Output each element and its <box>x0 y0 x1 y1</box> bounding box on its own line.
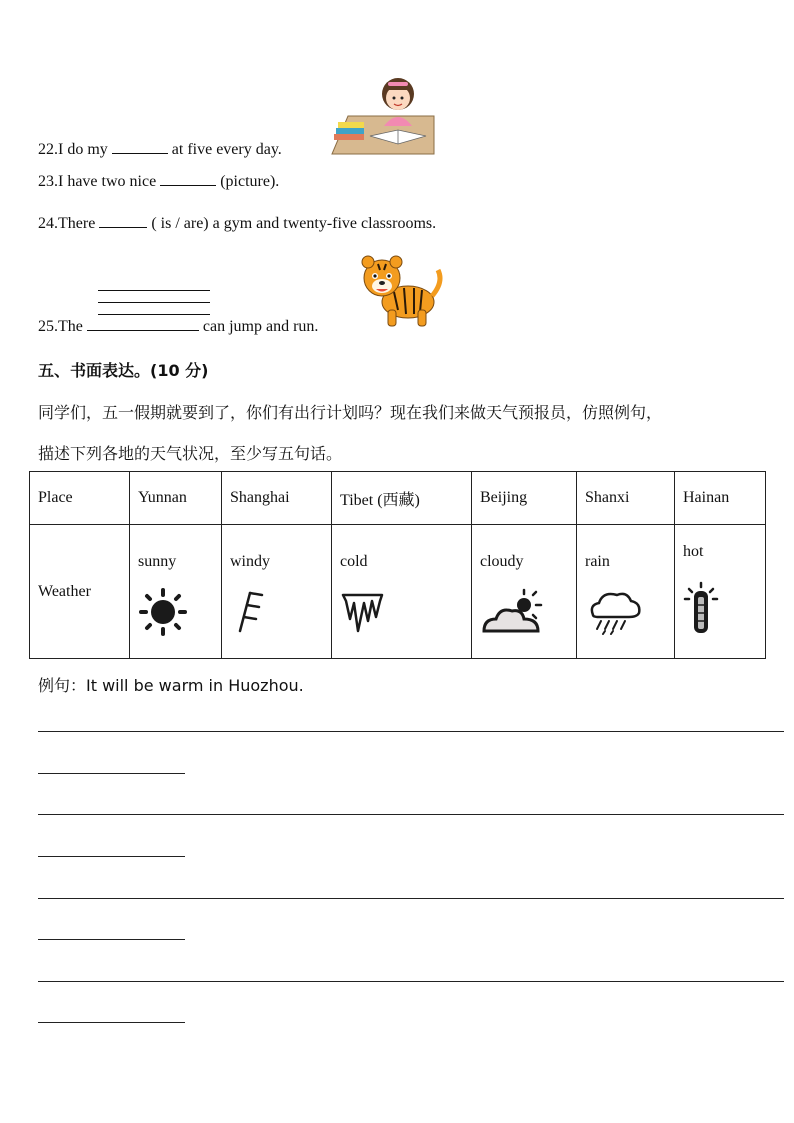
question-23 <box>38 171 279 191</box>
example-text: 例句：It will be warm in Huozhou. <box>38 676 304 695</box>
wind-icon <box>230 589 270 635</box>
question-text: (picture). <box>220 173 280 190</box>
answer-blank[interactable] <box>98 290 210 291</box>
rain-cloud-icon <box>585 587 645 635</box>
row-label: Weather <box>30 525 130 659</box>
writing-line-long[interactable] <box>38 731 784 732</box>
question-number: 23. <box>38 173 58 190</box>
question-text: can jump and run. <box>202 318 319 335</box>
question-text: at five every day. <box>171 141 282 158</box>
writing-line-short[interactable] <box>38 939 185 940</box>
place-row <box>30 472 766 525</box>
girl-doing-homework-illustration <box>328 76 438 156</box>
tiger-illustration <box>358 252 444 332</box>
cloudy-icon <box>480 587 546 637</box>
writing-line-short[interactable] <box>38 856 185 857</box>
weather-cell <box>130 525 222 659</box>
sun-icon <box>138 587 188 637</box>
place-cell: Beijing <box>472 472 577 525</box>
place-cell: Shanxi <box>577 472 675 525</box>
weather-label: hot <box>683 543 704 560</box>
weather-label: windy <box>230 553 270 570</box>
answer-blank[interactable] <box>112 139 168 154</box>
instruction-line-1: 同学们，五一假期就要到了，你们有出行计划吗？现在我们来做天气预报员，仿照例句， <box>38 403 663 422</box>
question-text: The <box>58 318 83 335</box>
answer-blank[interactable] <box>99 213 147 228</box>
answer-blank[interactable] <box>160 171 216 186</box>
writing-line-short[interactable] <box>38 1022 185 1023</box>
question-number: 24. <box>38 215 58 232</box>
weather-cell <box>675 525 766 659</box>
question-number: 25. <box>38 318 58 335</box>
place-cell: Yunnan <box>130 472 222 525</box>
weather-label: cloudy <box>480 553 524 570</box>
icicle-icon <box>340 591 386 635</box>
writing-line-long[interactable] <box>38 981 784 982</box>
question-22 <box>38 139 282 159</box>
question-text: There <box>58 215 96 232</box>
answer-blank[interactable] <box>98 302 210 303</box>
question-text: I have two nice <box>58 173 157 190</box>
place-cell: Hainan <box>675 472 766 525</box>
weather-table <box>29 471 766 659</box>
weather-cell <box>332 525 472 659</box>
writing-line-long[interactable] <box>38 898 784 899</box>
question-text: ( is / are) a gym and twenty-five classrooms. <box>151 215 437 232</box>
answer-blank[interactable] <box>98 314 210 315</box>
example-sentence <box>38 673 304 696</box>
writing-line-short[interactable] <box>38 773 185 774</box>
answer-blank[interactable] <box>87 316 199 331</box>
thermometer-icon <box>683 581 719 637</box>
weather-cell <box>577 525 675 659</box>
weather-label: sunny <box>138 553 177 570</box>
place-cell: Tibet (西藏) <box>332 472 472 525</box>
weather-label: rain <box>585 553 610 570</box>
row-label: Place <box>30 472 130 525</box>
weather-label: cold <box>340 553 368 570</box>
question-25 <box>38 316 318 336</box>
place-cell: Shanghai <box>222 472 332 525</box>
weather-row <box>30 525 766 659</box>
writing-line-long[interactable] <box>38 814 784 815</box>
question-24 <box>38 213 436 233</box>
weather-cell <box>222 525 332 659</box>
section-title: 五、书面表达。(10 分) <box>38 361 209 380</box>
question-number: 22. <box>38 141 58 158</box>
question-text: I do my <box>58 141 108 158</box>
weather-cell <box>472 525 577 659</box>
instruction-line-2: 描述下列各地的天气状况，至少写五句话。 <box>38 444 343 463</box>
